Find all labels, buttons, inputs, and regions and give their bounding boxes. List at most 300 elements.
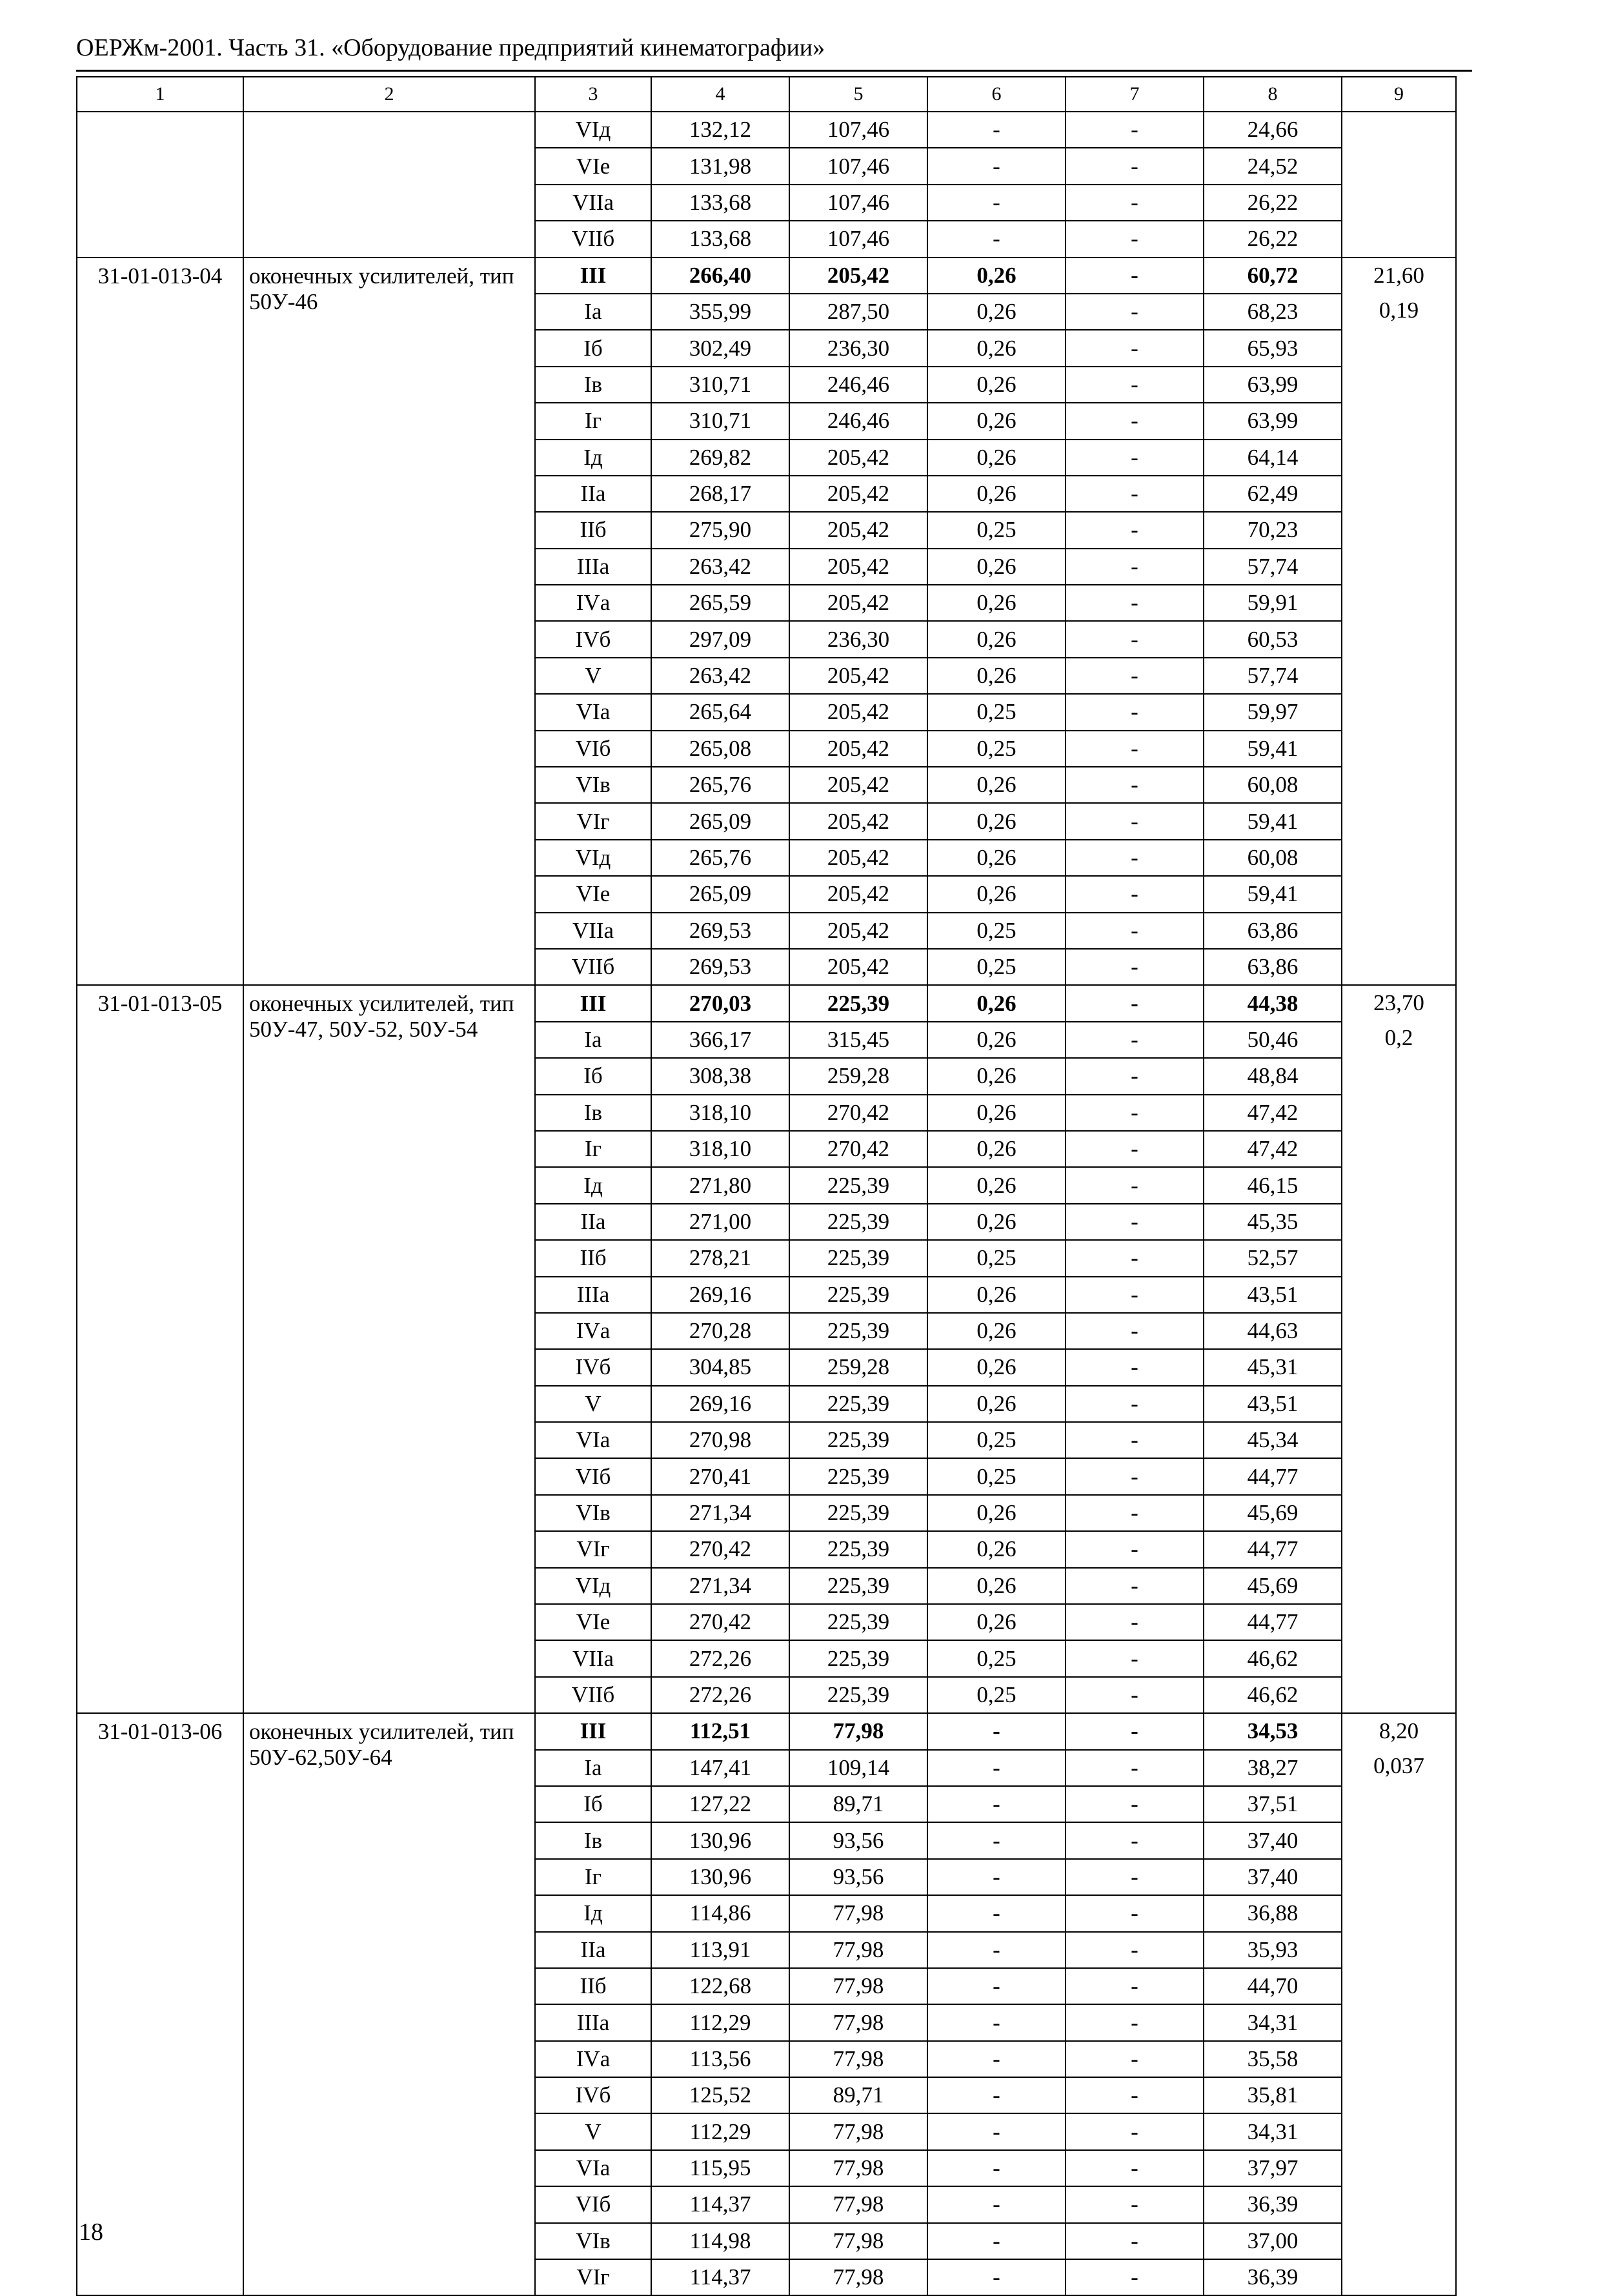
value-cell: 57,74 xyxy=(1204,658,1342,694)
value-cell: 287,50 xyxy=(789,294,927,330)
value-cell: 36,88 xyxy=(1204,1895,1342,1931)
value-cell: 205,42 xyxy=(789,549,927,585)
value-cell: - xyxy=(1066,1022,1204,1058)
value-cell: V xyxy=(535,658,651,694)
value-cell: 265,76 xyxy=(651,840,789,876)
value-cell: 205,42 xyxy=(789,440,927,476)
value-cell: 225,39 xyxy=(789,1240,927,1276)
value-cell: - xyxy=(927,2041,1066,2077)
value-cell: 318,10 xyxy=(651,1095,789,1131)
value-cell: Iа xyxy=(535,1750,651,1786)
value-cell: 0,26 xyxy=(927,1022,1066,1058)
value-cell: Iг xyxy=(535,1859,651,1895)
value-cell: 65,93 xyxy=(1204,330,1342,366)
value-cell: 205,42 xyxy=(789,731,927,767)
value-cell: 114,37 xyxy=(651,2259,789,2295)
value-cell: 0,25 xyxy=(927,731,1066,767)
value-cell: 297,09 xyxy=(651,621,789,657)
value-cell: - xyxy=(1066,2186,1204,2222)
value-cell: 304,85 xyxy=(651,1349,789,1385)
value-cell: - xyxy=(1066,1822,1204,1858)
value-cell: - xyxy=(1066,1495,1204,1531)
value-cell: Iд xyxy=(535,440,651,476)
value-cell: 225,39 xyxy=(789,1422,927,1458)
value-cell: 112,51 xyxy=(651,1713,789,1749)
value-cell: 77,98 xyxy=(789,2150,927,2186)
value-cell: 0,26 xyxy=(927,1349,1066,1385)
value-cell: 268,17 xyxy=(651,476,789,512)
value-cell: 205,42 xyxy=(789,767,927,803)
column-number: 9 xyxy=(1342,77,1456,112)
value-cell: VIд xyxy=(535,112,651,148)
value-cell: 270,03 xyxy=(651,985,789,1021)
value-cell: VIIб xyxy=(535,949,651,985)
value-cell: 318,10 xyxy=(651,1131,789,1167)
col9-value: 0,2 xyxy=(1384,1025,1413,1051)
rates-table xyxy=(76,76,1457,2296)
value-cell: - xyxy=(1066,1677,1204,1713)
value-cell: 225,39 xyxy=(789,1568,927,1604)
column-number: 8 xyxy=(1204,77,1342,112)
value-cell: 147,41 xyxy=(651,1750,789,1786)
value-cell: 77,98 xyxy=(789,2186,927,2222)
value-cell: - xyxy=(927,1822,1066,1858)
value-cell: 269,53 xyxy=(651,913,789,949)
value-cell: 0,26 xyxy=(927,330,1066,366)
value-cell: 115,95 xyxy=(651,2150,789,2186)
value-cell: 0,26 xyxy=(927,1058,1066,1094)
value-cell: 272,26 xyxy=(651,1677,789,1713)
value-cell: 265,64 xyxy=(651,694,789,730)
value-cell: - xyxy=(1066,1277,1204,1313)
value-cell: 62,49 xyxy=(1204,476,1342,512)
value-cell: - xyxy=(1066,2150,1204,2186)
value-cell: - xyxy=(1066,1859,1204,1895)
value-cell: 77,98 xyxy=(789,2004,927,2040)
value-cell: 0,26 xyxy=(927,1131,1066,1167)
value-cell: - xyxy=(1066,185,1204,221)
value-cell: 310,71 xyxy=(651,403,789,439)
value-cell: VIIа xyxy=(535,185,651,221)
value-cell: 59,97 xyxy=(1204,694,1342,730)
value-cell: 59,91 xyxy=(1204,585,1342,621)
value-cell: IVа xyxy=(535,1313,651,1349)
rate-code-cell xyxy=(77,112,243,258)
value-cell: 34,31 xyxy=(1204,2113,1342,2149)
col9-value: 21,60 xyxy=(1373,262,1424,288)
value-cell: IIа xyxy=(535,476,651,512)
value-cell: - xyxy=(927,2186,1066,2222)
rate-name-cell: оконечных усилителей, тип 50У-47, 50У-52, 50У-54 xyxy=(243,985,535,1713)
value-cell: 89,71 xyxy=(789,2077,927,2113)
value-cell: 45,35 xyxy=(1204,1204,1342,1240)
value-cell: 0,25 xyxy=(927,1422,1066,1458)
value-cell: 77,98 xyxy=(789,2113,927,2149)
value-cell: 236,30 xyxy=(789,621,927,657)
value-cell: 130,96 xyxy=(651,1822,789,1858)
value-cell: - xyxy=(1066,1204,1204,1240)
value-cell: 0,26 xyxy=(927,658,1066,694)
value-cell: - xyxy=(927,1859,1066,1895)
value-cell: - xyxy=(1066,294,1204,330)
value-cell: 259,28 xyxy=(789,1058,927,1094)
value-cell: 0,26 xyxy=(927,840,1066,876)
value-cell: VIе xyxy=(535,876,651,912)
value-cell: 60,08 xyxy=(1204,840,1342,876)
value-cell: 225,39 xyxy=(789,1458,927,1494)
value-cell: 77,98 xyxy=(789,2223,927,2259)
value-cell: Iв xyxy=(535,1822,651,1858)
value-cell: - xyxy=(1066,112,1204,148)
value-cell: 46,15 xyxy=(1204,1167,1342,1203)
value-cell: IVа xyxy=(535,585,651,621)
value-cell: 64,14 xyxy=(1204,440,1342,476)
value-cell: IIIа xyxy=(535,1277,651,1313)
value-cell: 36,39 xyxy=(1204,2259,1342,2295)
value-cell: 107,46 xyxy=(789,148,927,184)
value-cell: 272,26 xyxy=(651,1640,789,1676)
value-cell: Iб xyxy=(535,1058,651,1094)
value-cell: - xyxy=(1066,1750,1204,1786)
value-cell: 50,46 xyxy=(1204,1022,1342,1058)
value-cell: VIв xyxy=(535,2223,651,2259)
rate-name-cell: оконечных усилителей, тип 50У-62,50У-64 xyxy=(243,1713,535,2295)
rate-code-cell: 31-01-013-05 xyxy=(77,985,243,1713)
value-cell: 34,53 xyxy=(1204,1713,1342,1749)
value-cell: - xyxy=(927,2150,1066,2186)
value-cell: - xyxy=(1066,840,1204,876)
value-cell: 132,12 xyxy=(651,112,789,148)
value-cell: 265,59 xyxy=(651,585,789,621)
value-cell: - xyxy=(1066,403,1204,439)
value-cell: IVб xyxy=(535,1349,651,1385)
column-number: 4 xyxy=(651,77,789,112)
value-cell: 0,26 xyxy=(927,549,1066,585)
value-cell: 225,39 xyxy=(789,1677,927,1713)
value-cell: V xyxy=(535,2113,651,2149)
table-row xyxy=(77,258,1456,294)
value-cell: 37,40 xyxy=(1204,1859,1342,1895)
value-cell: - xyxy=(1066,658,1204,694)
value-cell: 127,22 xyxy=(651,1786,789,1822)
value-cell: 270,28 xyxy=(651,1313,789,1349)
value-cell: - xyxy=(1066,949,1204,985)
value-cell: 225,39 xyxy=(789,1277,927,1313)
value-cell: 205,42 xyxy=(789,840,927,876)
value-cell: IVб xyxy=(535,621,651,657)
value-cell: - xyxy=(1066,2004,1204,2040)
value-cell: 60,08 xyxy=(1204,767,1342,803)
value-cell: 34,31 xyxy=(1204,2004,1342,2040)
value-cell: - xyxy=(1066,1640,1204,1676)
value-cell: 225,39 xyxy=(789,1604,927,1640)
value-cell: - xyxy=(1066,767,1204,803)
value-cell: 44,63 xyxy=(1204,1313,1342,1349)
value-cell: 130,96 xyxy=(651,1859,789,1895)
page-number: 18 xyxy=(79,2219,103,2246)
value-cell: IIа xyxy=(535,1932,651,1968)
value-cell: 107,46 xyxy=(789,112,927,148)
value-cell: 77,98 xyxy=(789,1968,927,2004)
value-cell: 0,26 xyxy=(927,621,1066,657)
value-cell: - xyxy=(927,1932,1066,1968)
value-cell: 122,68 xyxy=(651,1968,789,2004)
value-cell: 59,41 xyxy=(1204,876,1342,912)
value-cell: V xyxy=(535,1386,651,1422)
value-cell: VIг xyxy=(535,2259,651,2295)
value-cell: 310,71 xyxy=(651,367,789,403)
value-cell: 0,26 xyxy=(927,767,1066,803)
value-cell: 366,17 xyxy=(651,1022,789,1058)
value-cell: VIб xyxy=(535,1458,651,1494)
value-cell: 0,26 xyxy=(927,803,1066,839)
value-cell: VIб xyxy=(535,2186,651,2222)
value-cell: 0,26 xyxy=(927,1531,1066,1567)
value-cell: - xyxy=(1066,803,1204,839)
value-cell: - xyxy=(927,221,1066,257)
value-cell: - xyxy=(1066,330,1204,366)
value-cell: 77,98 xyxy=(789,2041,927,2077)
value-cell: - xyxy=(927,1968,1066,2004)
value-cell: 270,42 xyxy=(651,1604,789,1640)
value-cell: 47,42 xyxy=(1204,1131,1342,1167)
value-cell: 0,25 xyxy=(927,1458,1066,1494)
value-cell: Iв xyxy=(535,367,651,403)
value-cell: - xyxy=(1066,1058,1204,1094)
value-cell: 225,39 xyxy=(789,1640,927,1676)
value-cell: - xyxy=(1066,1932,1204,1968)
value-cell: 246,46 xyxy=(789,367,927,403)
value-cell: 225,39 xyxy=(789,1167,927,1203)
value-cell: 263,42 xyxy=(651,658,789,694)
value-cell: 45,69 xyxy=(1204,1495,1342,1531)
value-cell: 114,86 xyxy=(651,1895,789,1931)
value-cell: 270,42 xyxy=(789,1131,927,1167)
value-cell: 44,77 xyxy=(1204,1604,1342,1640)
value-cell: VIа xyxy=(535,2150,651,2186)
table-row xyxy=(77,112,1456,148)
value-cell: VIв xyxy=(535,767,651,803)
value-cell: 59,41 xyxy=(1204,731,1342,767)
value-cell: Iд xyxy=(535,1167,651,1203)
value-cell: III xyxy=(535,1713,651,1749)
value-cell: 35,81 xyxy=(1204,2077,1342,2113)
value-cell: 63,86 xyxy=(1204,949,1342,985)
value-cell: 0,26 xyxy=(927,367,1066,403)
value-cell: - xyxy=(927,185,1066,221)
value-cell: 35,93 xyxy=(1204,1932,1342,1968)
value-cell: 355,99 xyxy=(651,294,789,330)
value-cell: - xyxy=(1066,1713,1204,1749)
value-cell: 225,39 xyxy=(789,985,927,1021)
value-cell: 205,42 xyxy=(789,949,927,985)
value-cell: - xyxy=(1066,621,1204,657)
value-cell: VIг xyxy=(535,1531,651,1567)
value-cell: 37,00 xyxy=(1204,2223,1342,2259)
value-cell: 315,45 xyxy=(789,1022,927,1058)
value-cell: 77,98 xyxy=(789,1713,927,1749)
value-cell: 225,39 xyxy=(789,1386,927,1422)
value-cell: 57,74 xyxy=(1204,549,1342,585)
col9-value: 8,20 xyxy=(1379,1718,1419,1744)
value-cell: 107,46 xyxy=(789,185,927,221)
column-number-row xyxy=(77,77,1456,112)
value-cell: 265,76 xyxy=(651,767,789,803)
value-cell: 46,62 xyxy=(1204,1640,1342,1676)
value-cell: - xyxy=(1066,694,1204,730)
column-number: 1 xyxy=(77,77,243,112)
value-cell: 265,09 xyxy=(651,803,789,839)
value-cell: 125,52 xyxy=(651,2077,789,2113)
value-cell: 26,22 xyxy=(1204,185,1342,221)
value-cell: 225,39 xyxy=(789,1204,927,1240)
value-cell: - xyxy=(927,2259,1066,2295)
value-cell: 271,80 xyxy=(651,1167,789,1203)
value-cell: 270,42 xyxy=(789,1095,927,1131)
value-cell: 37,51 xyxy=(1204,1786,1342,1822)
value-cell: 0,26 xyxy=(927,1167,1066,1203)
value-cell: 0,26 xyxy=(927,1204,1066,1240)
value-cell: 0,26 xyxy=(927,985,1066,1021)
value-cell: 0,26 xyxy=(927,1386,1066,1422)
value-cell: 133,68 xyxy=(651,221,789,257)
value-cell: 0,25 xyxy=(927,1240,1066,1276)
value-cell: 59,41 xyxy=(1204,803,1342,839)
value-cell: - xyxy=(1066,585,1204,621)
value-cell: 44,38 xyxy=(1204,985,1342,1021)
value-cell: 37,97 xyxy=(1204,2150,1342,2186)
col9-value: 0,037 xyxy=(1373,1753,1424,1779)
value-cell: - xyxy=(1066,1786,1204,1822)
value-cell: 302,49 xyxy=(651,330,789,366)
value-cell: VIб xyxy=(535,731,651,767)
value-cell: - xyxy=(1066,1458,1204,1494)
value-cell: 24,66 xyxy=(1204,112,1342,148)
value-cell: 270,41 xyxy=(651,1458,789,1494)
value-cell: 0,26 xyxy=(927,440,1066,476)
value-cell: - xyxy=(1066,1313,1204,1349)
value-cell: 236,30 xyxy=(789,330,927,366)
value-cell: 270,98 xyxy=(651,1422,789,1458)
column-number: 5 xyxy=(789,77,927,112)
value-cell: 52,57 xyxy=(1204,1240,1342,1276)
value-cell: VIд xyxy=(535,1568,651,1604)
value-cell: IIб xyxy=(535,512,651,548)
value-cell: - xyxy=(1066,2077,1204,2113)
value-cell: 271,00 xyxy=(651,1204,789,1240)
value-cell: 113,56 xyxy=(651,2041,789,2077)
value-cell: 205,42 xyxy=(789,694,927,730)
page-header: ОЕРЖм-2001. Часть 31. «Оборудование предприятий кинематографии» xyxy=(76,34,825,61)
value-cell: 114,98 xyxy=(651,2223,789,2259)
value-cell: - xyxy=(1066,2041,1204,2077)
value-cell: 205,42 xyxy=(789,512,927,548)
value-cell: - xyxy=(1066,258,1204,294)
value-cell: 259,28 xyxy=(789,1349,927,1385)
value-cell: IIIа xyxy=(535,549,651,585)
value-cell: - xyxy=(927,1713,1066,1749)
value-cell: 48,84 xyxy=(1204,1058,1342,1094)
value-cell: 93,56 xyxy=(789,1822,927,1858)
value-cell: 60,72 xyxy=(1204,258,1342,294)
value-cell: 68,23 xyxy=(1204,294,1342,330)
value-cell: VIIа xyxy=(535,1640,651,1676)
rate-name-cell: оконечных усилителей, тип 50У-46 xyxy=(243,258,535,986)
value-cell: - xyxy=(927,2113,1066,2149)
value-cell: 113,91 xyxy=(651,1932,789,1968)
value-cell: - xyxy=(1066,1422,1204,1458)
value-cell: 205,42 xyxy=(789,258,927,294)
value-cell: 269,16 xyxy=(651,1386,789,1422)
value-cell: Iа xyxy=(535,1022,651,1058)
value-cell: III xyxy=(535,258,651,294)
value-cell: VIIа xyxy=(535,913,651,949)
value-cell: 0,26 xyxy=(927,1495,1066,1531)
value-cell: IIа xyxy=(535,1204,651,1240)
table-row xyxy=(77,985,1456,1021)
value-cell: - xyxy=(927,2077,1066,2113)
value-cell: - xyxy=(1066,440,1204,476)
value-cell: 35,58 xyxy=(1204,2041,1342,2077)
value-cell: IIIа xyxy=(535,2004,651,2040)
value-cell: 45,34 xyxy=(1204,1422,1342,1458)
value-cell: - xyxy=(1066,1531,1204,1567)
value-cell: 107,46 xyxy=(789,221,927,257)
value-cell: 269,82 xyxy=(651,440,789,476)
value-cell: VIе xyxy=(535,1604,651,1640)
value-cell: 0,26 xyxy=(927,294,1066,330)
value-cell: 205,42 xyxy=(789,476,927,512)
value-cell: 37,40 xyxy=(1204,1822,1342,1858)
value-cell: 265,08 xyxy=(651,731,789,767)
value-cell: 205,42 xyxy=(789,876,927,912)
value-cell: 46,62 xyxy=(1204,1677,1342,1713)
value-cell: - xyxy=(927,1750,1066,1786)
value-cell: Iг xyxy=(535,403,651,439)
value-cell: 266,40 xyxy=(651,258,789,294)
value-cell: - xyxy=(927,1895,1066,1931)
value-cell: - xyxy=(927,2223,1066,2259)
value-cell: IVа xyxy=(535,2041,651,2077)
value-cell: - xyxy=(1066,221,1204,257)
rate-code-cell: 31-01-013-04 xyxy=(77,258,243,986)
header-rule xyxy=(76,70,1472,72)
value-cell: 205,42 xyxy=(789,658,927,694)
value-cell: 44,77 xyxy=(1204,1458,1342,1494)
value-cell: 47,42 xyxy=(1204,1095,1342,1131)
value-cell: 77,98 xyxy=(789,1932,927,1968)
value-cell: - xyxy=(1066,1386,1204,1422)
value-cell: 225,39 xyxy=(789,1495,927,1531)
value-cell: - xyxy=(1066,1240,1204,1276)
value-cell: VIа xyxy=(535,1422,651,1458)
column-number: 7 xyxy=(1066,77,1204,112)
value-cell: - xyxy=(1066,913,1204,949)
value-cell: 26,22 xyxy=(1204,221,1342,257)
value-cell: 43,51 xyxy=(1204,1386,1342,1422)
rate-code-cell: 31-01-013-06 xyxy=(77,1713,243,2295)
value-cell: 0,26 xyxy=(927,403,1066,439)
value-cell: VIIб xyxy=(535,1677,651,1713)
value-cell: VIв xyxy=(535,1495,651,1531)
value-cell: - xyxy=(1066,2259,1204,2295)
value-cell: 269,53 xyxy=(651,949,789,985)
value-cell: 278,21 xyxy=(651,1240,789,1276)
value-cell: - xyxy=(927,1786,1066,1822)
rate-name-cell xyxy=(243,112,535,258)
value-cell: 38,27 xyxy=(1204,1750,1342,1786)
value-cell: 0,25 xyxy=(927,913,1066,949)
